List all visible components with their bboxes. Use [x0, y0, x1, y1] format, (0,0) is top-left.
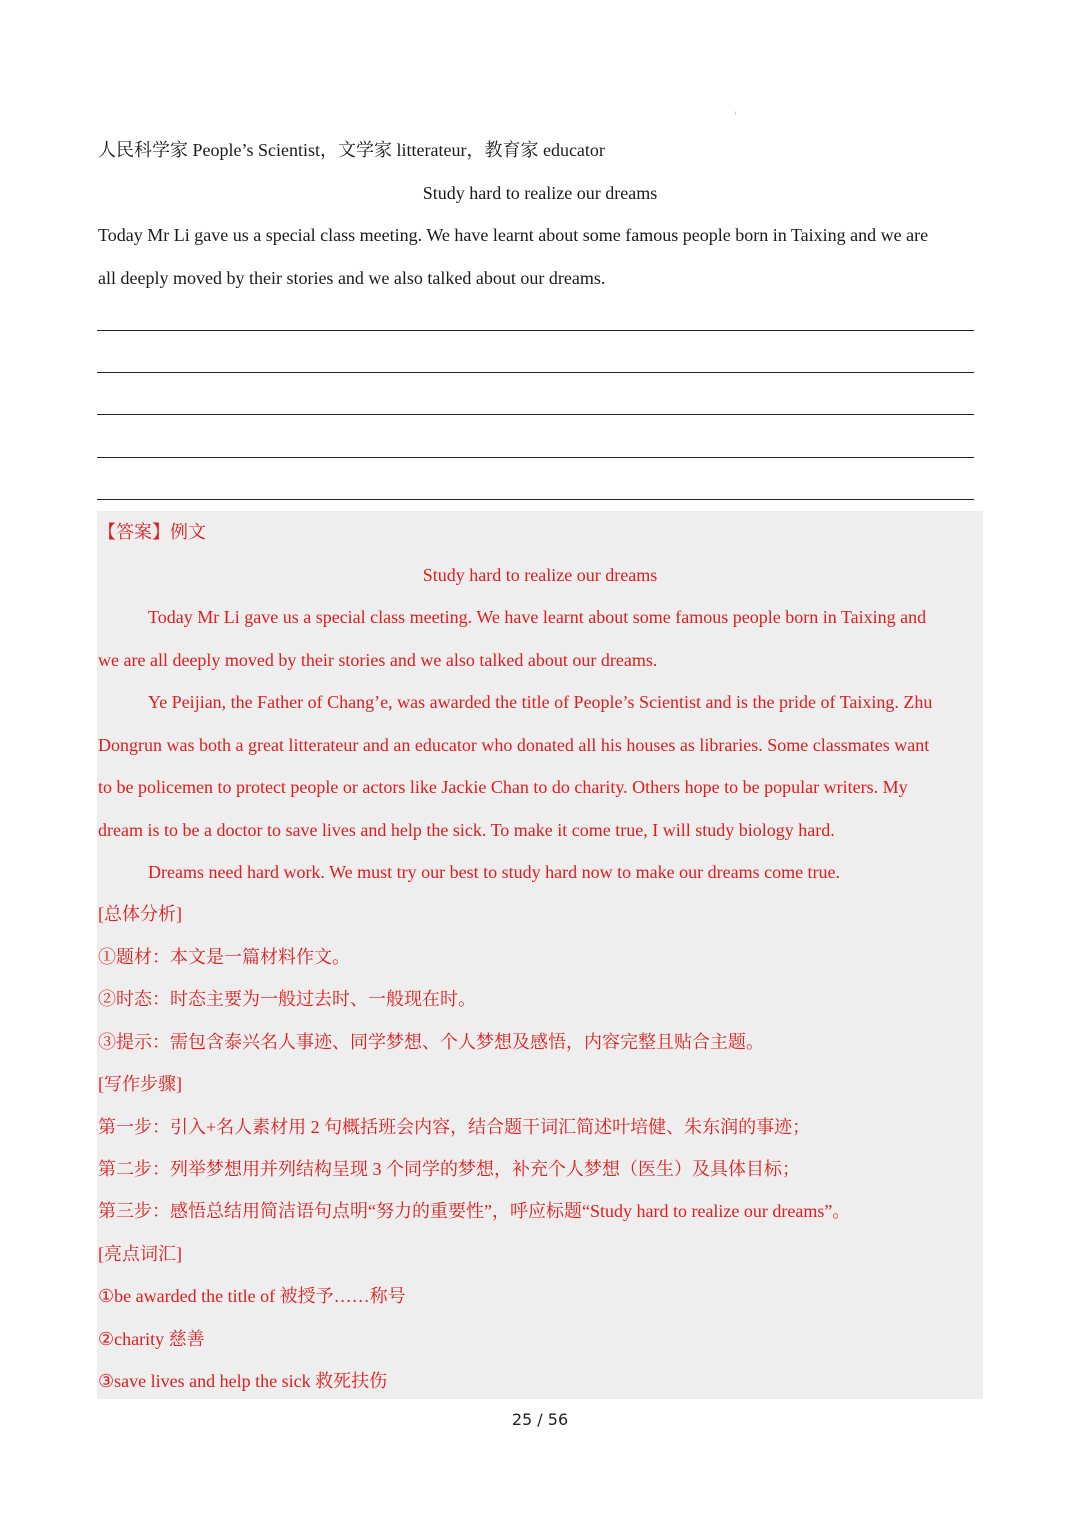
analysis-item: ③提示：需包含泰兴名人事迹、同学梦想、个人梦想及感悟，内容完整且贴合主题。: [98, 1032, 764, 1052]
writing-line: [97, 414, 974, 415]
step-item: 第二步：列举梦想用并列结构呈现 3 个同学的梦想，补充个人梦想（医生）及具体目标；: [98, 1159, 800, 1179]
writing-line: [97, 330, 974, 331]
vocabulary-hint: 人民科学家 People’s Scientist，文学家 litterateur，教育家 educator: [98, 140, 605, 160]
answer-heading: 【答案】例文: [98, 522, 206, 542]
vocab-item: ②charity 慈善: [98, 1329, 205, 1349]
steps-heading: [写作步骤]: [98, 1074, 182, 1094]
writing-line: [97, 457, 974, 458]
analysis-heading: [总体分析]: [98, 904, 182, 924]
essay-line: Ye Peijian, the Father of Chang’e, was awarded the title of People’s Scientist and is the pride of Taixing. Zhu: [148, 692, 933, 712]
essay-line: dream is to be a doctor to save lives and help the sick. To make it come true, I will study biology hard.: [98, 820, 835, 840]
analysis-item: ①题材：本文是一篇材料作文。: [98, 947, 350, 967]
writing-line: [97, 372, 974, 373]
vocab-item: ③save lives and help the sick 救死扶伤: [98, 1371, 388, 1391]
model-essay-title: Study hard to realize our dreams: [422, 565, 658, 585]
essay-line: Dreams need hard work. We must try our best to study hard now to make our dreams come true.: [148, 862, 841, 882]
step-item: 第一步：引入+名人素材用 2 句概括班会内容，结合题干词汇简述叶培健、朱东润的事迹；: [98, 1117, 811, 1137]
vocab-item: ①be awarded the title of 被授予……称号: [98, 1286, 406, 1306]
task-title: Study hard to realize our dreams: [422, 183, 658, 203]
header-mark: 1: [734, 112, 737, 117]
task-intro-line-2: all deeply moved by their stories and we also talked about our dreams.: [98, 268, 606, 288]
step-item: 第三步：感悟总结用简洁语句点明“努力的重要性”，呼应标题“Study hard to realize our dreams”。: [98, 1201, 851, 1221]
analysis-item: ②时态：时态主要为一般过去时、一般现在时。: [98, 989, 476, 1009]
writing-line: [97, 499, 974, 500]
essay-line: Dongrun was both a great litterateur and an educator who donated all his houses as libraries. Some classmates want: [98, 735, 930, 755]
essay-line: Today Mr Li gave us a special class meeting. We have learnt about some famous people born in Taixing and: [148, 607, 927, 627]
essay-line: to be policemen to protect people or actors like Jackie Chan to do charity. Others hope to be popular writers. My: [98, 777, 908, 797]
page-number: 25 / 56: [511, 1410, 569, 1429]
essay-line: we are all deeply moved by their stories and we also talked about our dreams.: [98, 650, 658, 670]
vocab-heading: [亮点词汇]: [98, 1244, 182, 1264]
task-intro-line-1: Today Mr Li gave us a special class meeting. We have learnt about some famous people born in Taixing and we are: [98, 225, 929, 245]
